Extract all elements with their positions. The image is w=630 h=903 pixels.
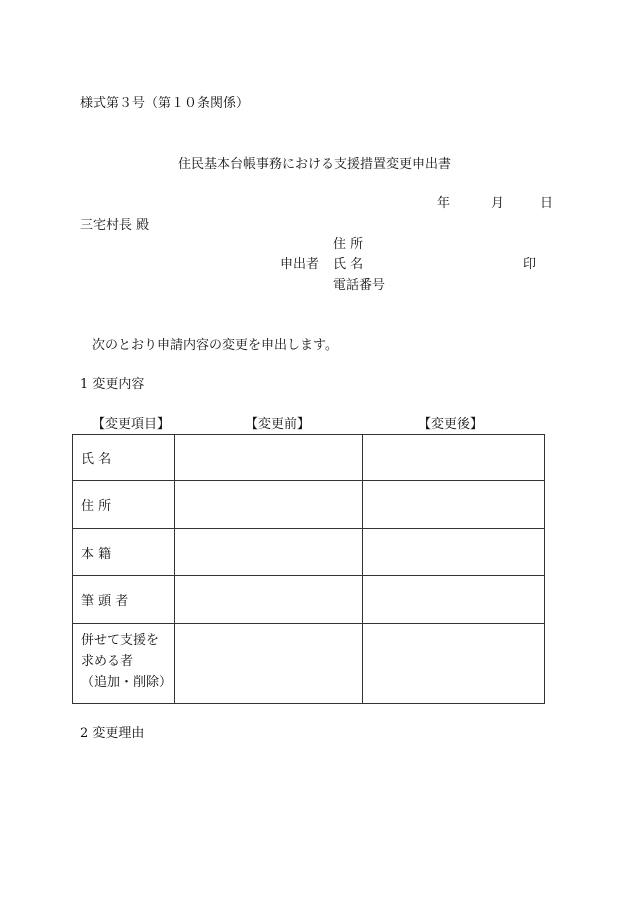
before-cell[interactable] [175,624,363,704]
applicant-name-label: 氏 名 [333,257,364,272]
header-before-change: 【変更前】 [245,417,311,432]
addressee: 三宅村長 殿 [80,218,150,233]
row-label-line: （追加・削除） [81,675,173,690]
row-label: 筆 頭 者 [73,576,175,624]
header-change-item: 【変更項目】 [92,417,171,432]
date-year-label: 年 [437,196,451,211]
header-after-change: 【変更後】 [418,417,484,432]
after-cell[interactable] [363,576,545,624]
date-month-label: 月 [491,196,505,211]
row-label [73,624,175,704]
table-row [73,481,545,529]
table-row [73,529,545,576]
row-label: 氏 名 [73,435,175,481]
date-day-label: 日 [540,196,554,211]
intro-text: 次のとおり申請内容の変更を申出します。 [92,338,338,353]
after-cell[interactable] [363,435,545,481]
row-label-line: 併せて支援を [81,633,160,648]
seal-mark: 印 [523,257,537,272]
section-change-content: 1 変更内容 [80,377,145,392]
row-label: 本 籍 [73,529,175,576]
after-cell[interactable] [363,624,545,704]
section-change-reason: 2 変更理由 [80,726,145,741]
form-title: 住民基本台帳事務における支援措置変更申出書 [178,157,452,172]
table-row [73,624,545,704]
table-row [73,576,545,624]
change-table [72,434,545,704]
after-cell[interactable] [363,481,545,529]
form-number: 様式第３号（第１０条関係） [80,96,250,111]
applicant-address-label: 住 所 [333,237,364,252]
row-label: 住 所 [73,481,175,529]
before-cell[interactable] [175,481,363,529]
after-cell[interactable] [363,529,545,576]
before-cell[interactable] [175,576,363,624]
applicant-label: 申出者 [280,257,320,272]
applicant-phone-label: 電話番号 [333,278,386,293]
before-cell[interactable] [175,435,363,481]
row-label-line: 求める者 [81,654,134,669]
before-cell[interactable] [175,529,363,576]
table-row [73,435,545,481]
